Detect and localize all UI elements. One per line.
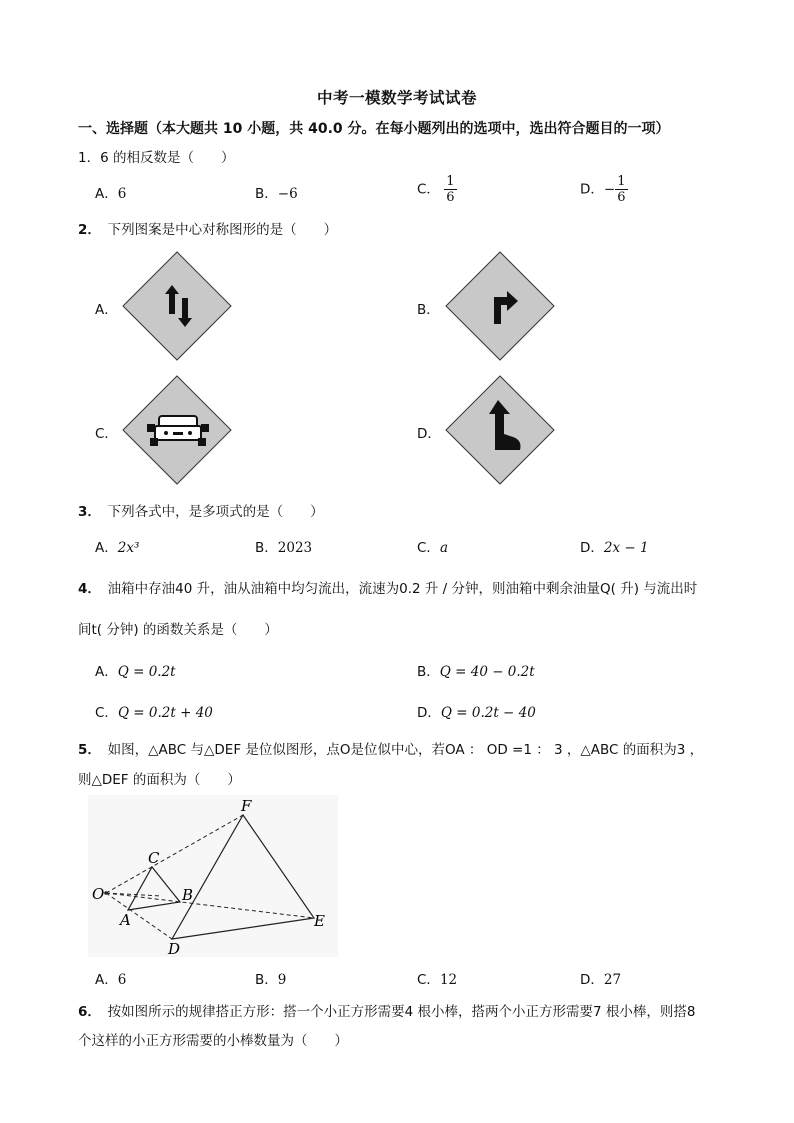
q1-option-d-label: D．: [580, 181, 604, 198]
question-4-text: 油箱中存油40 升，油从油箱中均匀流出，流速为0.2 升 / 分钟，则油箱中剩余油量Q( 升) 与流出时: [107, 581, 698, 597]
question-5-text: 如图，△ABC 与△DEF 是位似图形，点O是位似中心，若OA ： OD =1 ： 3 ，△ABC 的面积为3 ，: [107, 742, 704, 758]
question-5-number: 5．: [78, 742, 95, 758]
q1-option-c-fraction: [444, 174, 456, 205]
q3-option-c-label: C．: [417, 540, 440, 556]
q4-option-a-label: A．: [95, 664, 118, 680]
q5-option-c-value: 12: [439, 972, 458, 988]
q5-option-a: [95, 968, 126, 988]
q4-option-a: [95, 660, 176, 680]
q3-option-a: [95, 536, 139, 556]
q5-option-d: [580, 968, 621, 988]
q4-option-b-label: B．: [417, 664, 440, 680]
q1-option-b-value: −6: [277, 186, 298, 202]
q2-option-a-label: A．: [95, 302, 118, 318]
q1-option-b: [255, 182, 298, 202]
q2-option-c-label: C．: [95, 426, 118, 442]
q4-option-a-value: Q = 0.2t: [117, 664, 176, 680]
q4-option-b-value: Q = 40 − 0.2t: [439, 664, 535, 680]
q1-option-d: [580, 174, 628, 205]
q3-option-b-label: B．: [255, 540, 278, 556]
q1-c-numerator: 1: [446, 174, 455, 189]
q3-option-d-value: 2x − 1: [603, 540, 649, 556]
q5-option-c: [417, 968, 457, 988]
q1-option-a-value: 6: [117, 186, 127, 202]
q1-d-sign: −: [603, 181, 616, 198]
label-e: E: [314, 912, 325, 930]
question-6-text: 按如图所示的规律搭正方形：搭一个小正方形需要4 根小棒，搭两个小正方形需要7 根小棒，则搭8: [107, 1004, 696, 1020]
question-6-line-1: [78, 1000, 696, 1020]
question-6-line-2: 个这样的小正方形需要的小棒数量为（ ）: [78, 1033, 348, 1049]
q5-option-d-value: 27: [603, 972, 622, 988]
q3-option-a-label: A．: [95, 540, 118, 556]
turn-right-arrow-icon: [444, 250, 556, 362]
q3-option-c-value: a: [439, 540, 448, 556]
q5-option-a-label: A．: [95, 972, 118, 988]
question-4-line-1: [78, 577, 697, 597]
question-1-stem: 1．6 的相反数是（ ）: [78, 150, 235, 166]
q4-option-c-label: C．: [95, 705, 118, 721]
q1-option-b-label: B．: [255, 186, 278, 202]
label-b: B: [182, 886, 194, 904]
q4-option-c: [95, 701, 213, 721]
q2-option-b-label: B．: [417, 302, 440, 318]
q5-option-c-label: C．: [417, 972, 440, 988]
section-heading: 一、选择题（本大题共 10 小题，共 40.0 分。在每小题列出的选项中，选出符合题目的一项）: [78, 121, 670, 137]
q4-option-b: [417, 660, 535, 680]
page-title: 中考一模数学考试试卷: [316, 89, 477, 107]
q3-option-b-value: 2023: [277, 540, 313, 556]
q1-option-a: [95, 182, 126, 202]
up-down-arrows-icon: [121, 250, 233, 362]
question-2-text: 下列图案是中心对称图形的是（ ）: [107, 222, 338, 238]
question-5-line-2: 则△DEF 的面积为（ ）: [78, 772, 241, 788]
car-icon: [121, 374, 233, 486]
q5-option-a-value: 6: [117, 972, 127, 988]
q4-option-d-value: Q = 0.2t − 40: [440, 705, 536, 721]
question-3-text: 下列各式中，是多项式的是（ ）: [107, 504, 324, 520]
label-a: A: [120, 911, 131, 929]
q1-option-d-fraction: [615, 174, 627, 205]
q3-option-d: [580, 536, 649, 556]
similar-triangles-figure: [88, 795, 338, 957]
q5-option-d-label: D．: [580, 972, 604, 988]
q4-option-d-label: D．: [417, 705, 441, 721]
question-5-line-1: [78, 738, 703, 758]
q4-option-d: [417, 701, 536, 721]
q1-d-numerator: 1: [617, 174, 626, 189]
question-4-number: 4．: [78, 581, 95, 597]
q1-d-denominator: 6: [617, 190, 626, 205]
q3-option-a-value: 2x³: [117, 540, 140, 556]
label-c: C: [148, 849, 160, 867]
question-2-stem: [78, 218, 337, 238]
q1-option-c: [417, 174, 457, 205]
q3-option-b: [255, 536, 312, 556]
label-f: F: [241, 797, 252, 815]
label-d: D: [168, 940, 181, 957]
q1-option-c-label: C．: [417, 181, 440, 198]
question-6-number: 6．: [78, 1004, 95, 1020]
question-3-number: 3．: [78, 504, 95, 520]
merge-arrow-icon: [444, 374, 556, 486]
q3-option-c: [417, 536, 448, 556]
q5-option-b-label: B．: [255, 972, 278, 988]
q1-option-a-label: A．: [95, 186, 118, 202]
question-2-number: 2．: [78, 222, 95, 238]
q3-option-d-label: D．: [580, 540, 604, 556]
question-4-line-2: 间t( 分钟) 的函数关系是（ ）: [78, 622, 278, 638]
question-3-stem: [78, 500, 324, 520]
label-o: O: [92, 885, 105, 903]
q5-option-b: [255, 968, 286, 988]
q1-c-denominator: 6: [446, 190, 455, 205]
q5-option-b-value: 9: [277, 972, 287, 988]
q4-option-c-value: Q = 0.2t + 40: [117, 705, 213, 721]
q2-option-d-label: D．: [417, 426, 441, 442]
